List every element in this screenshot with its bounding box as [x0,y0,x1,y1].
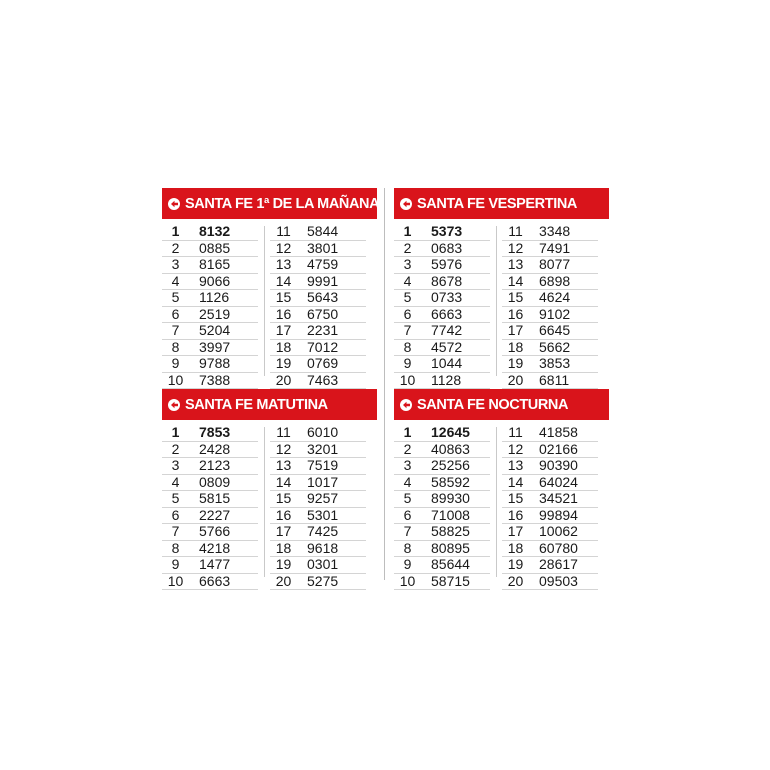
drawn-number: 6898 [539,272,571,289]
result-row [502,307,598,324]
position-number: 19 [275,355,292,371]
position-number: 3 [403,256,412,272]
result-row [270,425,366,442]
results-panel-nocturna [394,389,609,589]
result-row [394,458,490,475]
result-row [502,373,598,390]
drawn-number: 7853 [199,424,231,440]
result-row [394,425,490,442]
result-row [270,574,366,591]
drawn-number: 9066 [199,272,231,289]
drawn-number: 8165 [199,256,231,272]
position-number: 7 [171,523,180,539]
results-column-left [394,224,490,389]
arrow-circle-icon [400,399,412,411]
result-row [270,508,366,525]
position-number: 6 [171,506,180,523]
position-number: 16 [507,305,524,322]
result-row [162,323,258,340]
position-number: 4 [171,272,180,289]
results-columns [394,424,609,589]
drawn-number: 9788 [199,355,231,371]
position-number: 19 [275,556,292,572]
position-number: 17 [275,322,292,338]
position-number: 16 [507,506,524,523]
arrow-circle-icon [168,399,180,411]
drawn-number: 7425 [307,523,339,539]
drawn-number: 5373 [431,223,463,239]
drawn-number: 6663 [431,305,463,322]
result-row [270,475,366,492]
position-number: 20 [507,371,524,388]
drawn-number: 60780 [539,539,578,556]
position-number: 2 [403,239,412,256]
results-column-right [270,224,366,389]
drawn-number: 2231 [307,322,339,338]
result-row [394,224,490,241]
drawn-number: 3348 [539,223,571,239]
result-row [394,491,490,508]
result-row [162,458,258,475]
position-number: 9 [403,556,412,572]
position-number: 1 [403,223,412,239]
results-column-right [502,425,598,590]
result-row [502,290,598,307]
result-row [162,241,258,258]
position-number: 15 [275,289,292,305]
column-separator [264,427,265,577]
position-number: 18 [275,539,292,556]
position-number: 19 [507,355,524,371]
drawn-number: 9991 [307,272,339,289]
position-number: 10 [167,371,184,388]
drawn-number: 58825 [431,523,470,539]
results-column-left [162,224,258,389]
drawn-number: 0809 [199,473,231,490]
results-column-right [270,425,366,590]
position-number: 9 [171,355,180,371]
drawn-number: 5204 [199,322,231,338]
result-row [162,508,258,525]
column-separator [496,226,497,376]
result-row [162,491,258,508]
position-number: 20 [275,371,292,388]
result-row [502,541,598,558]
drawn-number: 3853 [539,355,571,371]
column-separator [496,427,497,577]
result-row [502,574,598,591]
drawn-number: 99894 [539,506,578,523]
position-number: 10 [167,572,184,589]
drawn-number: 9102 [539,305,571,322]
position-number: 5 [171,490,180,506]
result-row [270,442,366,459]
result-row [502,475,598,492]
drawn-number: 10062 [539,523,578,539]
position-number: 17 [507,523,524,539]
position-number: 8 [403,338,412,355]
drawn-number: 12645 [431,424,470,440]
drawn-number: 2428 [199,440,231,457]
results-column-right [502,224,598,389]
drawn-number: 5976 [431,256,463,272]
drawn-number: 8077 [539,256,571,272]
position-number: 8 [171,539,180,556]
result-row [162,290,258,307]
drawn-number: 85644 [431,556,470,572]
drawn-number: 9257 [307,490,339,506]
result-row [162,425,258,442]
column-separator [264,226,265,376]
position-number: 17 [275,523,292,539]
drawn-number: 7491 [539,239,571,256]
position-number: 6 [171,305,180,322]
result-row [270,356,366,373]
result-row [394,524,490,541]
position-number: 6 [403,305,412,322]
drawn-number: 7742 [431,322,463,338]
drawn-number: 5643 [307,289,339,305]
drawn-number: 6811 [539,371,570,388]
result-row [270,257,366,274]
result-row [502,425,598,442]
position-number: 13 [507,457,524,473]
position-number: 14 [275,272,292,289]
position-number: 16 [275,506,292,523]
results-column-left [162,425,258,590]
drawn-number: 2227 [199,506,231,523]
position-number: 14 [275,473,292,490]
position-number: 11 [276,223,291,239]
result-row [394,307,490,324]
result-row [502,224,598,241]
drawn-number: 6750 [307,305,339,322]
result-row [394,356,490,373]
result-row [394,508,490,525]
results-column-left [394,425,490,590]
drawn-number: 2123 [199,457,231,473]
panel-header [162,389,377,420]
result-row [502,491,598,508]
drawn-number: 2519 [199,305,231,322]
result-row [162,340,258,357]
result-row [270,340,366,357]
position-number: 3 [171,457,180,473]
drawn-number: 1017 [307,473,339,490]
drawn-number: 09503 [539,572,578,589]
position-number: 14 [507,272,524,289]
result-row [502,356,598,373]
result-row [162,307,258,324]
panel-title: SANTA FE 1ª DE LA MAÑANA [185,195,380,212]
position-number: 3 [403,457,412,473]
position-number: 9 [171,556,180,572]
result-row [394,373,490,390]
position-number: 15 [507,289,524,305]
position-number: 5 [171,289,180,305]
result-row [162,442,258,459]
panel-title: SANTA FE VESPERTINA [417,195,577,212]
result-row [162,541,258,558]
drawn-number: 8678 [431,272,463,289]
result-row [162,356,258,373]
result-row [270,491,366,508]
position-number: 6 [403,506,412,523]
results-panel-matutina [162,389,377,589]
arrow-circle-icon [400,198,412,210]
result-row [502,257,598,274]
panel-title: SANTA FE NOCTURNA [417,396,569,413]
position-number: 16 [275,305,292,322]
position-number: 9 [403,355,412,371]
drawn-number: 0683 [431,239,463,256]
result-row [162,373,258,390]
position-number: 5 [403,490,412,506]
drawn-number: 1128 [431,371,462,388]
result-row [162,257,258,274]
result-row [162,274,258,291]
position-number: 10 [399,371,416,388]
drawn-number: 58715 [431,572,470,589]
drawn-number: 9618 [307,539,339,556]
result-row [394,475,490,492]
results-columns [162,223,377,388]
position-number: 5 [403,289,412,305]
position-number: 12 [507,239,524,256]
drawn-number: 90390 [539,457,578,473]
position-number: 18 [275,338,292,355]
position-number: 10 [399,572,416,589]
result-row [162,224,258,241]
drawn-number: 3201 [307,440,339,457]
drawn-number: 0733 [431,289,463,305]
drawn-number: 5662 [539,338,571,355]
drawn-number: 3801 [307,239,339,256]
drawn-number: 64024 [539,473,578,490]
result-row [394,442,490,459]
position-number: 4 [171,473,180,490]
arrow-circle-icon [168,198,180,210]
result-row [502,557,598,574]
position-number: 14 [507,473,524,490]
result-row [270,557,366,574]
position-number: 11 [508,424,523,440]
result-row [394,257,490,274]
result-row [270,323,366,340]
results-columns [394,223,609,388]
results-panel-primera-manana [162,188,380,388]
position-number: 3 [171,256,180,272]
position-number: 1 [403,424,412,440]
position-number: 8 [403,539,412,556]
result-row [502,274,598,291]
result-row [502,458,598,475]
result-row [270,307,366,324]
result-row [394,290,490,307]
drawn-number: 5275 [307,572,339,589]
drawn-number: 5844 [307,223,339,239]
position-number: 15 [275,490,292,506]
panel-header [394,389,609,420]
drawn-number: 89930 [431,490,470,506]
center-divider [384,188,385,580]
result-row [162,524,258,541]
drawn-number: 58592 [431,473,470,490]
drawn-number: 40863 [431,440,470,457]
drawn-number: 7388 [199,371,231,388]
drawn-number: 0301 [307,556,339,572]
result-row [270,274,366,291]
result-row [394,340,490,357]
drawn-number: 4218 [199,539,231,556]
position-number: 1 [171,223,180,239]
position-number: 12 [275,239,292,256]
drawn-number: 4624 [539,289,571,305]
drawn-number: 4572 [431,338,463,355]
position-number: 2 [171,239,180,256]
drawn-number: 1477 [199,556,231,572]
results-panel-vespertina [394,188,609,388]
position-number: 18 [507,338,524,355]
drawn-number: 6010 [307,424,339,440]
result-row [394,241,490,258]
panel-title: SANTA FE MATUTINA [185,396,328,413]
result-row [502,442,598,459]
drawn-number: 5766 [199,523,231,539]
position-number: 7 [403,523,412,539]
result-row [502,524,598,541]
position-number: 19 [507,556,524,572]
position-number: 17 [507,322,524,338]
position-number: 11 [508,223,523,239]
result-row [502,340,598,357]
result-row [270,224,366,241]
drawn-number: 6645 [539,322,571,338]
result-row [270,241,366,258]
drawn-number: 1044 [431,355,463,371]
position-number: 20 [507,572,524,589]
position-number: 20 [275,572,292,589]
result-row [502,323,598,340]
position-number: 7 [403,322,412,338]
position-number: 1 [171,424,180,440]
result-row [394,323,490,340]
position-number: 2 [171,440,180,457]
result-row [270,373,366,390]
result-row [270,458,366,475]
result-row [502,508,598,525]
panel-header [162,188,380,219]
drawn-number: 5815 [199,490,231,506]
drawn-number: 80895 [431,539,470,556]
position-number: 13 [275,256,292,272]
position-number: 4 [403,473,412,490]
drawn-number: 7519 [307,457,339,473]
result-row [394,557,490,574]
drawn-number: 0769 [307,355,339,371]
drawn-number: 25256 [431,457,470,473]
result-row [394,274,490,291]
position-number: 15 [507,490,524,506]
drawn-number: 71008 [431,506,470,523]
result-row [162,574,258,591]
position-number: 12 [507,440,524,457]
drawn-number: 1126 [199,289,230,305]
drawn-number: 28617 [539,556,578,572]
position-number: 8 [171,338,180,355]
position-number: 2 [403,440,412,457]
result-row [162,475,258,492]
drawn-number: 7012 [307,338,339,355]
drawn-number: 6663 [199,572,231,589]
position-number: 11 [276,424,291,440]
position-number: 12 [275,440,292,457]
position-number: 18 [507,539,524,556]
drawn-number: 02166 [539,440,578,457]
results-columns [162,424,377,589]
position-number: 13 [275,457,292,473]
drawn-number: 5301 [307,506,339,523]
result-row [394,574,490,591]
drawn-number: 4759 [307,256,339,272]
result-row [270,524,366,541]
drawn-number: 34521 [539,490,578,506]
result-row [394,541,490,558]
result-row [270,541,366,558]
drawn-number: 8132 [199,223,231,239]
position-number: 7 [171,322,180,338]
panel-header [394,188,609,219]
position-number: 13 [507,256,524,272]
result-row [270,290,366,307]
drawn-number: 7463 [307,371,339,388]
position-number: 4 [403,272,412,289]
drawn-number: 0885 [199,239,231,256]
drawn-number: 3997 [199,338,231,355]
drawn-number: 41858 [539,424,578,440]
result-row [502,241,598,258]
result-row [162,557,258,574]
